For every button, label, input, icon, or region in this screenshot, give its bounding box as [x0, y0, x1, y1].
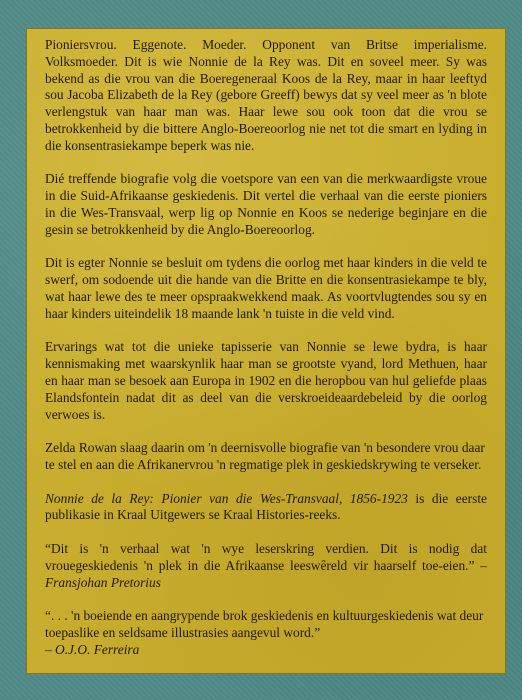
paragraph-experiences: Ervarings wat tot die unieke tapisserie van Nonnie se lewe bydra, is haar kennismaking met waarskynlik haar man se grootste vyand, lord Methuen, haar en haar man se besoek aan Europa in 1902 en die heropbou van hul geliefde plaas Elandsfontein nadat dit as deel van die verskroeideaardebeleid by die oorlog verwoes is. [45, 339, 487, 422]
paragraph-publication [45, 491, 487, 525]
paragraph-biography-summary: Dié treffende biografie volg die voetspore van een van die merkwaardigste vroue in die Suid-Afrikaanse geskiedenis. Dit vertel die verhaal van die eerste pioniers in die Wes-Transvaal, werp lig op Nonnie en Koos se nederige beginjare en die gesin se betrokkenheid by die Anglo-Boereoorlog. [45, 171, 487, 237]
publication-note: is die eerste publikasie in Kraal Uitgewers se Kraal Histories-reeks. [45, 490, 487, 523]
book-title: Nonnie de la Rey: Pionier van die Wes-Transvaal, 1856-1923 [45, 490, 408, 506]
quote-pretorius-text: “Dit is 'n verhaal wat 'n wye leserskring verdien. Dit is nodig dat vrouegeskiedenis 'n plek in die Afrikaanse leeswêreld vir haarself toe-eien.” [45, 540, 487, 573]
quote-pretorius [45, 541, 487, 591]
paragraph-intro: Pioniersvrou. Eggenote. Moeder. Opponent van Britse imperialisme. Volksmoeder. Dit is wie Nonnie de la Rey was. Dit en soveel meer. Sy was bekend as die vrou van die Boeregeneraal Koos de la Rey, maar in haar leeftyd sou Jacoba Elizabeth de la Rey (gebore Greeff) bewys dat sy veel meer as 'n blote verlengstuk van haar man was. Haar lewe sou ook toon dat die vrou se betrokkenheid by die bittere Anglo-Boereoorlog nie net tot die smart en lyding in die konsentrasiekampe beperk was nie. [45, 37, 487, 153]
quote-ferreira [45, 608, 487, 658]
paragraph-author: Zelda Rowan slaag daarin om 'n deernisvolle biografie van 'n besondere vrou daar te stel en aan die Afrikanervrou 'n regmatige plek in geskiedskrywing te verseker. [45, 440, 485, 472]
quote-ferreira-text: “. . . 'n boeiende en aangrypende brok geskiedenis en kultuurgeskiedenis wat deur toepaslike en seldsame illustrasies aangevul word.” [45, 608, 484, 640]
back-cover-text-panel [26, 28, 506, 674]
quote-pretorius-author: – Fransjohan Pretorius [45, 557, 487, 590]
quote-ferreira-author: – O.J.O. Ferreira [45, 641, 140, 657]
paragraph-war-flight: Dit is egter Nonnie se besluit om tydens die oorlog met haar kinders in die veld te swerf, om sodoende uit die hande van die Britte en die konsentrasiekampe te bly, wat haar lewe des te meer opspraakwekkend maak. As voortvlugtendes sou sy en haar kinders uiteindelik 18 maande lank 'n tuiste in die veld vind. [45, 255, 487, 321]
